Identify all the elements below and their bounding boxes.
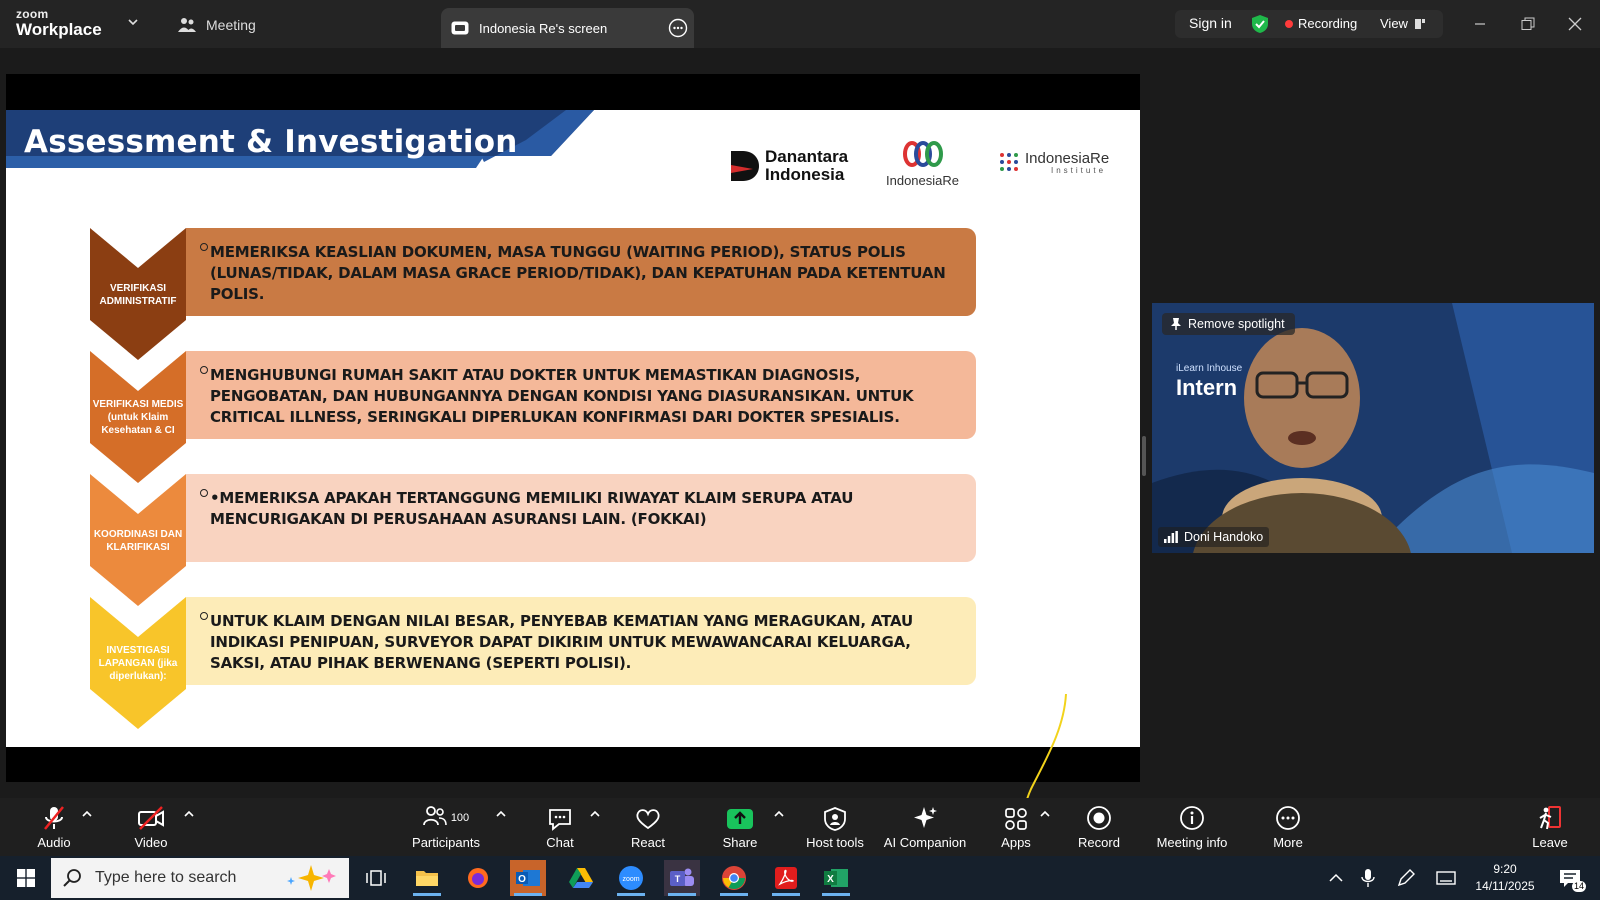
logo-bottom: Workplace bbox=[16, 20, 102, 39]
screen-share-icon bbox=[451, 20, 469, 36]
apps-options-caret-icon[interactable] bbox=[1040, 810, 1050, 818]
bullet-icon bbox=[200, 612, 208, 620]
teams-icon bbox=[668, 866, 696, 890]
step-text: UNTUK KLAIM DENGAN NILAI BESAR, PENYEBAB KEMATIAN YANG MERAGUKAN, ATAU INDIKASI PENIPUAN, SURVEYOR DAPAT DIKIRIM UNTUK MEWAWANCARAI KELUARGA, SAKSI, ATAU PIHAK BERWENANG (SEPERTI POLISI). bbox=[210, 612, 913, 672]
recording-label: Recording bbox=[1298, 16, 1358, 31]
panel-resize-handle[interactable] bbox=[1142, 436, 1146, 476]
windows-taskbar bbox=[0, 856, 1600, 900]
background-caption-small: iLearn Inhouse bbox=[1176, 363, 1243, 374]
tab-meeting-label: Meeting bbox=[206, 17, 256, 33]
security-shield-icon[interactable] bbox=[1251, 14, 1269, 34]
share-options-caret-icon[interactable] bbox=[774, 810, 784, 818]
leave-label: Leave bbox=[1532, 835, 1568, 850]
taskbar-chrome[interactable] bbox=[716, 860, 752, 896]
react-label: React bbox=[631, 835, 665, 850]
record-icon bbox=[1086, 805, 1112, 831]
restore-button[interactable] bbox=[1516, 12, 1540, 36]
more-dots-icon bbox=[1275, 805, 1301, 831]
more-label: More bbox=[1273, 835, 1303, 850]
slide-title: Assessment & Investigation bbox=[24, 124, 518, 160]
record-button[interactable] bbox=[1078, 798, 1120, 856]
pen-tray-button[interactable] bbox=[1388, 860, 1424, 896]
active-indicator bbox=[514, 893, 542, 896]
bullet-icon bbox=[200, 243, 208, 251]
signal-strength-icon bbox=[1164, 531, 1178, 543]
outlook-icon bbox=[515, 866, 541, 890]
step-description bbox=[186, 597, 976, 685]
danantara-text: Danantara Indonesia bbox=[765, 147, 849, 184]
recording-dot-icon bbox=[1285, 20, 1293, 28]
participants-button[interactable] bbox=[408, 798, 484, 856]
institute-dots-icon bbox=[999, 152, 1021, 174]
minimize-button[interactable] bbox=[1468, 12, 1492, 36]
top-right-controls bbox=[1175, 10, 1443, 38]
record-label: Record bbox=[1078, 835, 1120, 850]
bullet-icon bbox=[200, 489, 208, 497]
more-options-icon[interactable] bbox=[668, 18, 688, 38]
info-icon bbox=[1179, 805, 1205, 831]
participants-label: Participants bbox=[412, 835, 480, 850]
windows-logo-icon bbox=[17, 869, 35, 887]
microphone-icon bbox=[1361, 868, 1375, 888]
active-indicator bbox=[617, 893, 645, 896]
step-description bbox=[186, 351, 976, 439]
heart-icon bbox=[635, 807, 661, 831]
active-indicator bbox=[668, 893, 696, 896]
leave-door-icon bbox=[1537, 805, 1563, 831]
mic-tray-button[interactable] bbox=[1350, 860, 1386, 896]
view-layout-icon bbox=[1414, 18, 1426, 30]
step-description bbox=[186, 228, 976, 316]
tab-meeting[interactable] bbox=[178, 14, 256, 36]
close-button[interactable] bbox=[1563, 12, 1587, 36]
background-caption-large: Intern bbox=[1176, 375, 1238, 400]
remove-spotlight-button[interactable] bbox=[1162, 313, 1295, 335]
search-placeholder: Type here to search bbox=[95, 869, 237, 886]
notification-center-button[interactable] bbox=[1552, 860, 1588, 896]
tab-shared-screen-label: Indonesia Re's screen bbox=[479, 20, 608, 36]
institute-text-2: Institute bbox=[1051, 166, 1107, 175]
clock-time: 9:20 bbox=[1493, 862, 1517, 876]
acrobat-icon bbox=[774, 866, 798, 890]
danantara-mark-icon bbox=[731, 151, 759, 181]
chevron-up-icon bbox=[1329, 873, 1343, 883]
share-button[interactable] bbox=[720, 798, 760, 856]
minimize-icon bbox=[1474, 18, 1486, 30]
step-text: •MEMERIKSA APAKAH TERTANGGUNG MEMILIKI RIWAYAT KLAIM SERUPA ATAU MENCURIGAKAN DI PERUSAHAAN ASURANSI LAIN. (FOKKAI) bbox=[210, 489, 854, 528]
google-drive-icon bbox=[568, 867, 594, 889]
taskbar-search-box[interactable] bbox=[51, 858, 349, 898]
participants-count: 100 bbox=[450, 812, 470, 824]
clock-date: 14/11/2025 bbox=[1475, 879, 1535, 893]
video-options-caret-icon[interactable] bbox=[184, 810, 194, 818]
zoom-workplace-logo bbox=[16, 8, 102, 38]
touch-keyboard-button[interactable] bbox=[1428, 860, 1464, 896]
active-indicator bbox=[822, 893, 850, 896]
chevron-down-icon[interactable] bbox=[128, 17, 138, 27]
participant-video-tile[interactable] bbox=[1152, 303, 1594, 553]
participant-name: Doni Handoko bbox=[1184, 530, 1264, 544]
apps-button[interactable] bbox=[998, 798, 1034, 856]
share-label: Share bbox=[722, 835, 758, 850]
share-screen-icon bbox=[726, 807, 754, 831]
tab-shared-screen[interactable] bbox=[441, 8, 694, 48]
taskbar-google-drive[interactable] bbox=[563, 860, 599, 896]
show-hidden-icons-button[interactable] bbox=[1318, 860, 1354, 896]
ai-sparkle-icon bbox=[912, 805, 938, 831]
institute-text-1: IndonesiaRe bbox=[1025, 150, 1110, 167]
start-button[interactable] bbox=[8, 860, 44, 896]
taskbar-teams[interactable] bbox=[664, 860, 700, 896]
video-button[interactable] bbox=[126, 798, 176, 856]
microphone-muted-icon bbox=[42, 805, 66, 831]
firefox-icon bbox=[466, 866, 490, 890]
search-icon bbox=[63, 868, 83, 888]
chat-button[interactable] bbox=[542, 798, 578, 856]
keyboard-icon bbox=[1436, 870, 1456, 886]
pin-icon bbox=[1170, 317, 1182, 331]
remove-spotlight-label: Remove spotlight bbox=[1188, 317, 1285, 331]
react-button[interactable] bbox=[628, 798, 668, 856]
chat-label: Chat bbox=[546, 835, 574, 850]
ai-companion-button[interactable] bbox=[881, 798, 969, 856]
chrome-icon bbox=[721, 865, 747, 891]
sign-in-button[interactable]: Sign in bbox=[1189, 15, 1232, 31]
excel-letter: X bbox=[827, 874, 834, 885]
indonesia-re-logo bbox=[886, 140, 959, 188]
active-indicator bbox=[772, 893, 800, 896]
participants-icon bbox=[423, 805, 447, 827]
host-shield-icon bbox=[824, 807, 846, 831]
notification-count: 14 bbox=[1573, 881, 1584, 891]
zoom-app-letters: zoom bbox=[622, 876, 640, 883]
view-button[interactable] bbox=[1380, 16, 1426, 31]
taskbar-zoom[interactable] bbox=[613, 860, 649, 896]
outlook-letter: O bbox=[518, 874, 526, 885]
taskbar-outlook[interactable] bbox=[510, 860, 546, 896]
leave-button[interactable] bbox=[1530, 798, 1570, 856]
participants-options-caret-icon[interactable] bbox=[496, 810, 506, 818]
danantara-logo bbox=[731, 148, 875, 184]
taskbar-excel[interactable] bbox=[818, 860, 854, 896]
meeting-stage bbox=[0, 48, 1600, 798]
host-tools-button[interactable] bbox=[803, 798, 867, 856]
chat-bubble-icon bbox=[547, 807, 573, 831]
participant-name-tag bbox=[1158, 527, 1269, 547]
apps-grid-icon bbox=[1004, 807, 1028, 831]
more-button[interactable] bbox=[1270, 798, 1306, 856]
meeting-toolbar bbox=[0, 798, 1600, 856]
excel-icon bbox=[823, 866, 849, 890]
audio-label: Audio bbox=[37, 835, 71, 850]
close-icon bbox=[1568, 17, 1582, 31]
indonesia-re-rings-icon bbox=[893, 140, 953, 168]
shared-screen bbox=[6, 74, 1140, 782]
step-text: MENGHUBUNGI RUMAH SAKIT ATAU DOKTER UNTUK MEMASTIKAN DIAGNOSIS, PENGOBATAN, DAN HUBUNGANNYA DENGAN KONDISI YANG DIASURANSIKAN. UNTUK CRITICAL ILLNESS, SERINGKALI DIPERLUKAN KONFIRMASI DARI DOKTER SPESIALIS. bbox=[210, 366, 914, 426]
pen-icon bbox=[1397, 869, 1415, 887]
audio-options-caret-icon[interactable] bbox=[82, 810, 92, 818]
task-view-button[interactable] bbox=[358, 860, 394, 896]
step-description bbox=[186, 474, 976, 562]
camera-off-icon bbox=[137, 805, 165, 831]
step-label: INVESTIGASI LAPANGAN (jika diperlukan): bbox=[98, 645, 178, 682]
taskbar-acrobat[interactable] bbox=[768, 860, 804, 896]
zoom-app-icon bbox=[618, 865, 644, 891]
title-bar bbox=[0, 0, 1600, 48]
active-indicator bbox=[720, 893, 748, 896]
step-text: MEMERIKSA KEASLIAN DOKUMEN, MASA TUNGGU (WAITING PERIOD), STATUS POLIS (LUNAS/TIDAK, DALAM MASA GRACE PERIOD/TIDAK), DAN KEPATUHAN PADA KETENTUAN POLIS. bbox=[210, 243, 946, 303]
recording-indicator[interactable] bbox=[1285, 16, 1357, 31]
virtual-background bbox=[1152, 303, 1594, 553]
indonesia-re-text: IndonesiaRe bbox=[886, 173, 959, 188]
video-label: Video bbox=[134, 835, 168, 850]
folder-icon bbox=[415, 868, 439, 888]
active-indicator bbox=[413, 893, 441, 896]
logo-top: zoom bbox=[16, 7, 49, 21]
teams-letter: T bbox=[674, 874, 681, 884]
restore-icon bbox=[1521, 17, 1535, 31]
system-clock[interactable] bbox=[1468, 861, 1542, 895]
meeting-info-button[interactable] bbox=[1152, 798, 1232, 856]
view-label: View bbox=[1380, 16, 1408, 31]
step-label: VERIFIKASI MEDIS (untuk Klaim Kesehatan & CI bbox=[92, 399, 184, 436]
presentation-slide bbox=[6, 110, 1140, 747]
taskbar-file-explorer[interactable] bbox=[409, 860, 445, 896]
participants-icon bbox=[178, 17, 196, 33]
step-label: VERIFIKASI ADMINISTRATIF bbox=[99, 283, 177, 307]
bullet-icon bbox=[200, 366, 208, 374]
task-view-icon bbox=[366, 869, 386, 887]
taskbar-firefox[interactable] bbox=[460, 860, 496, 896]
audio-button[interactable] bbox=[30, 798, 78, 856]
host-tools-label: Host tools bbox=[806, 835, 864, 850]
chat-options-caret-icon[interactable] bbox=[590, 810, 600, 818]
apps-label: Apps bbox=[1001, 835, 1031, 850]
search-highlight-sparkles-icon bbox=[281, 863, 341, 893]
meeting-info-label: Meeting info bbox=[1156, 835, 1228, 850]
ai-companion-label: AI Companion bbox=[883, 835, 967, 850]
step-label: KOORDINASI DAN KLARIFIKASI bbox=[93, 529, 183, 553]
